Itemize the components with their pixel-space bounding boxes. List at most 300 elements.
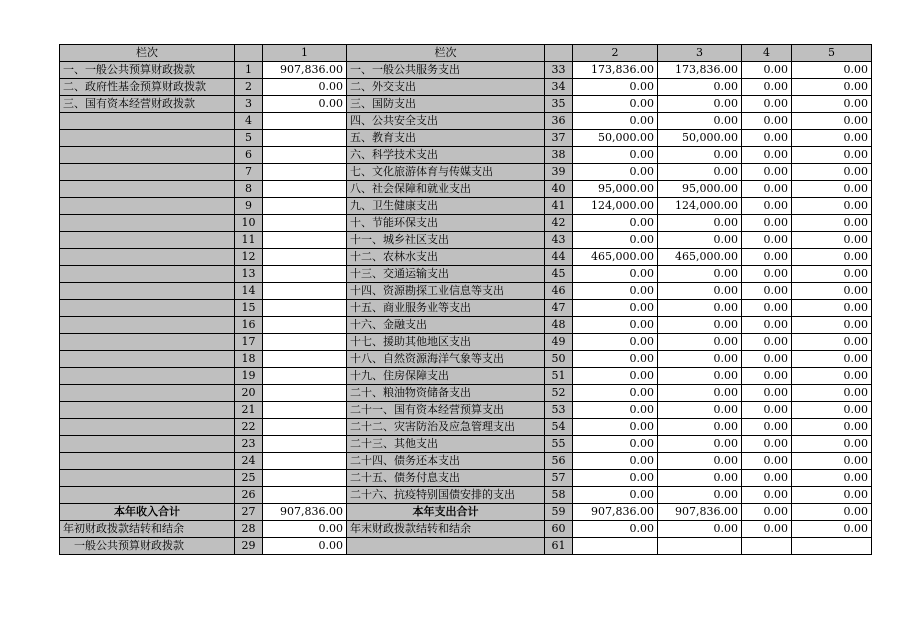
expense-state-capital-amount: 0.00: [792, 351, 872, 368]
income-amount: [263, 130, 347, 147]
table-row: [60, 368, 872, 385]
header-row: [60, 45, 872, 62]
table-row: [60, 470, 872, 487]
income-line-number: 13: [235, 266, 263, 283]
income-line-number: 21: [235, 402, 263, 419]
income-item-label: 三、国有资本经营财政拨款: [60, 96, 235, 113]
expense-item-label: 十九、住房保障支出: [347, 368, 545, 385]
expense-general-budget-amount: 0.00: [658, 385, 742, 402]
expense-item-label: 十一、城乡社区支出: [347, 232, 545, 249]
income-item-label: 二、政府性基金预算财政拨款: [60, 79, 235, 96]
expense-item-label: 七、文化旅游体育与传媒支出: [347, 164, 545, 181]
income-amount: [263, 198, 347, 215]
expense-total-amount: 0.00: [573, 232, 658, 249]
expense-line-number: 58: [545, 487, 573, 504]
expense-state-capital-amount: 0.00: [792, 113, 872, 130]
expense-item-label: 二、外交支出: [347, 79, 545, 96]
expense-total-amount: 0.00: [573, 164, 658, 181]
expense-fund-budget-amount: 0.00: [742, 147, 792, 164]
expense-line-number: 50: [545, 351, 573, 368]
expense-total-amount: 0.00: [573, 266, 658, 283]
expense-fund-budget-amount: 0.00: [742, 283, 792, 300]
expense-item-label: 三、国防支出: [347, 96, 545, 113]
header-col-5: 5: [792, 45, 872, 62]
expense-fund-budget-amount: 0.00: [742, 385, 792, 402]
expense-state-capital-amount: 0.00: [792, 79, 872, 96]
table-row: [60, 351, 872, 368]
table-row: [60, 453, 872, 470]
table-row: [60, 113, 872, 130]
income-line-number: 25: [235, 470, 263, 487]
table-row: [60, 164, 872, 181]
income-line-number: 5: [235, 130, 263, 147]
expense-fund-budget-amount: 0.00: [742, 96, 792, 113]
income-item-label: [60, 368, 235, 385]
income-item-label: [60, 249, 235, 266]
expense-state-capital-amount: 0.00: [792, 521, 872, 538]
income-line-number: 3: [235, 96, 263, 113]
header-col-label-income: 栏次: [60, 45, 235, 62]
income-amount: [263, 436, 347, 453]
income-amount: [263, 266, 347, 283]
income-amount: 0.00: [263, 538, 347, 555]
expense-fund-budget-amount: 0.00: [742, 215, 792, 232]
income-line-number: 28: [235, 521, 263, 538]
expense-line-number: 46: [545, 283, 573, 300]
expense-state-capital-amount: [792, 538, 872, 555]
expense-total-amount: 0.00: [573, 79, 658, 96]
table-row: [60, 130, 872, 147]
income-amount: [263, 113, 347, 130]
expense-line-number: 55: [545, 436, 573, 453]
carryover-row: [60, 521, 872, 538]
expense-general-budget-amount: 0.00: [658, 521, 742, 538]
expense-item-label: 十五、商业服务业等支出: [347, 300, 545, 317]
expense-item-label: 十二、农林水支出: [347, 249, 545, 266]
expense-state-capital-amount: 0.00: [792, 266, 872, 283]
expense-general-budget-amount: 50,000.00: [658, 130, 742, 147]
expense-general-budget-amount: 465,000.00: [658, 249, 742, 266]
expense-general-budget-amount: [658, 538, 742, 555]
expense-general-budget-amount: 907,836.00: [658, 504, 742, 521]
expense-general-budget-amount: 173,836.00: [658, 62, 742, 79]
header-col-3: 3: [658, 45, 742, 62]
expense-fund-budget-amount: 0.00: [742, 164, 792, 181]
expense-fund-budget-amount: 0.00: [742, 113, 792, 130]
expense-line-number: 33: [545, 62, 573, 79]
expense-general-budget-amount: 0.00: [658, 232, 742, 249]
table-row: [60, 385, 872, 402]
expense-general-budget-amount: 0.00: [658, 453, 742, 470]
expense-general-budget-amount: 0.00: [658, 79, 742, 96]
expense-fund-budget-amount: 0.00: [742, 266, 792, 283]
expense-fund-budget-amount: 0.00: [742, 351, 792, 368]
expense-item-label: 十六、金融支出: [347, 317, 545, 334]
fiscal-appropriation-table: [59, 44, 872, 555]
income-item-label: [60, 487, 235, 504]
income-item-label: 年初财政拨款结转和结余: [60, 521, 235, 538]
income-line-number: 6: [235, 147, 263, 164]
income-line-number: 17: [235, 334, 263, 351]
expense-fund-budget-amount: 0.00: [742, 232, 792, 249]
expense-state-capital-amount: 0.00: [792, 249, 872, 266]
expense-total-amount: 50,000.00: [573, 130, 658, 147]
table-row: [60, 487, 872, 504]
expense-state-capital-amount: 0.00: [792, 215, 872, 232]
income-item-label: [60, 351, 235, 368]
income-amount: [263, 385, 347, 402]
expense-general-budget-amount: 0.00: [658, 317, 742, 334]
income-item-label: 一、一般公共预算财政拨款: [60, 62, 235, 79]
expense-state-capital-amount: 0.00: [792, 198, 872, 215]
header-col-line-income: [235, 45, 263, 62]
income-amount: [263, 300, 347, 317]
income-item-label: [60, 300, 235, 317]
table-row: [60, 147, 872, 164]
table-row: [60, 181, 872, 198]
expense-line-number: 61: [545, 538, 573, 555]
expense-state-capital-amount: 0.00: [792, 96, 872, 113]
expense-general-budget-amount: 0.00: [658, 402, 742, 419]
income-line-number: 16: [235, 317, 263, 334]
income-amount: [263, 351, 347, 368]
income-amount: 907,836.00: [263, 62, 347, 79]
expense-total-amount: 907,836.00: [573, 504, 658, 521]
expense-line-number: 51: [545, 368, 573, 385]
expense-general-budget-amount: 0.00: [658, 487, 742, 504]
expense-item-label: 二十二、灾害防治及应急管理支出: [347, 419, 545, 436]
expense-general-budget-amount: 0.00: [658, 164, 742, 181]
table-row: [60, 266, 872, 283]
header-col-line-expense: [545, 45, 573, 62]
income-item-label: [60, 215, 235, 232]
expense-fund-budget-amount: 0.00: [742, 198, 792, 215]
expense-state-capital-amount: 0.00: [792, 470, 872, 487]
table-row: [60, 300, 872, 317]
table-row: [60, 232, 872, 249]
expense-total-amount: 0.00: [573, 113, 658, 130]
expense-total-amount: 0.00: [573, 96, 658, 113]
expense-total-amount: 95,000.00: [573, 181, 658, 198]
expense-fund-budget-amount: 0.00: [742, 419, 792, 436]
expense-total-amount: 0.00: [573, 334, 658, 351]
expense-general-budget-amount: 0.00: [658, 96, 742, 113]
income-item-label: [60, 334, 235, 351]
income-item-label: [60, 453, 235, 470]
table-row: [60, 79, 872, 96]
expense-item-label: 二十六、抗疫特别国债安排的支出: [347, 487, 545, 504]
header-col-2: 2: [573, 45, 658, 62]
income-amount: [263, 249, 347, 266]
expense-item-label: 二十一、国有资本经营预算支出: [347, 402, 545, 419]
table-row: [60, 317, 872, 334]
income-item-label: 本年收入合计: [60, 504, 235, 521]
income-amount: 0.00: [263, 96, 347, 113]
expense-line-number: 54: [545, 419, 573, 436]
expense-general-budget-amount: 0.00: [658, 368, 742, 385]
expense-item-label: 十七、援助其他地区支出: [347, 334, 545, 351]
expense-state-capital-amount: 0.00: [792, 283, 872, 300]
expense-fund-budget-amount: 0.00: [742, 130, 792, 147]
expense-line-number: 36: [545, 113, 573, 130]
expense-general-budget-amount: 0.00: [658, 113, 742, 130]
expense-general-budget-amount: 0.00: [658, 436, 742, 453]
expense-item-label: 八、社会保障和就业支出: [347, 181, 545, 198]
income-item-label: [60, 198, 235, 215]
expense-item-label: 九、卫生健康支出: [347, 198, 545, 215]
income-item-label: [60, 385, 235, 402]
income-amount: 907,836.00: [263, 504, 347, 521]
expense-state-capital-amount: 0.00: [792, 504, 872, 521]
header-col-label-expense: 栏次: [347, 45, 545, 62]
expense-line-number: 35: [545, 96, 573, 113]
expense-line-number: 44: [545, 249, 573, 266]
income-item-label: [60, 147, 235, 164]
expense-item-label: [347, 538, 545, 555]
expense-fund-budget-amount: 0.00: [742, 79, 792, 96]
income-line-number: 2: [235, 79, 263, 96]
expense-general-budget-amount: 0.00: [658, 283, 742, 300]
expense-item-label: 一、一般公共服务支出: [347, 62, 545, 79]
expense-item-label: 十八、自然资源海洋气象等支出: [347, 351, 545, 368]
expense-line-number: 48: [545, 317, 573, 334]
expense-item-label: 二十三、其他支出: [347, 436, 545, 453]
table-row: [60, 283, 872, 300]
table-row: [60, 419, 872, 436]
income-item-label: [60, 317, 235, 334]
income-line-number: 20: [235, 385, 263, 402]
income-line-number: 4: [235, 113, 263, 130]
expense-item-label: 十三、交通运输支出: [347, 266, 545, 283]
income-line-number: 14: [235, 283, 263, 300]
income-item-label: [60, 266, 235, 283]
expense-general-budget-amount: 0.00: [658, 300, 742, 317]
expense-state-capital-amount: 0.00: [792, 300, 872, 317]
income-line-number: 1: [235, 62, 263, 79]
income-line-number: 23: [235, 436, 263, 453]
expense-line-number: 45: [545, 266, 573, 283]
income-amount: [263, 283, 347, 300]
income-amount: [263, 181, 347, 198]
income-amount: [263, 334, 347, 351]
expense-fund-budget-amount: [742, 538, 792, 555]
expense-item-label: 年末财政拨款结转和结余: [347, 521, 545, 538]
expense-line-number: 49: [545, 334, 573, 351]
expense-total-amount: 0.00: [573, 215, 658, 232]
expense-fund-budget-amount: 0.00: [742, 453, 792, 470]
table-row: [60, 62, 872, 79]
income-line-number: 10: [235, 215, 263, 232]
table-row: [60, 436, 872, 453]
table-row: [60, 215, 872, 232]
expense-total-amount: 0.00: [573, 385, 658, 402]
expense-state-capital-amount: 0.00: [792, 368, 872, 385]
expense-line-number: 59: [545, 504, 573, 521]
expense-line-number: 42: [545, 215, 573, 232]
expense-fund-budget-amount: 0.00: [742, 470, 792, 487]
expense-fund-budget-amount: 0.00: [742, 368, 792, 385]
expense-general-budget-amount: 0.00: [658, 266, 742, 283]
table-row: [60, 198, 872, 215]
income-line-number: 26: [235, 487, 263, 504]
income-line-number: 18: [235, 351, 263, 368]
expense-line-number: 34: [545, 79, 573, 96]
expense-item-label: 二十四、债务还本支出: [347, 453, 545, 470]
expense-general-budget-amount: 95,000.00: [658, 181, 742, 198]
carryover-sub-row: [60, 538, 872, 555]
income-amount: [263, 487, 347, 504]
expense-total-amount: 0.00: [573, 402, 658, 419]
expense-fund-budget-amount: 0.00: [742, 300, 792, 317]
expense-state-capital-amount: 0.00: [792, 317, 872, 334]
expense-item-label: 二十、粮油物资储备支出: [347, 385, 545, 402]
income-amount: [263, 453, 347, 470]
income-line-number: 9: [235, 198, 263, 215]
expense-line-number: 37: [545, 130, 573, 147]
expense-line-number: 43: [545, 232, 573, 249]
expense-state-capital-amount: 0.00: [792, 419, 872, 436]
expense-total-amount: 0.00: [573, 453, 658, 470]
income-line-number: 19: [235, 368, 263, 385]
expense-fund-budget-amount: 0.00: [742, 504, 792, 521]
table-row: [60, 249, 872, 266]
expense-fund-budget-amount: 0.00: [742, 62, 792, 79]
income-line-number: 8: [235, 181, 263, 198]
expense-line-number: 39: [545, 164, 573, 181]
expense-line-number: 60: [545, 521, 573, 538]
expense-state-capital-amount: 0.00: [792, 385, 872, 402]
income-amount: [263, 164, 347, 181]
table-row: [60, 334, 872, 351]
expense-total-amount: 0.00: [573, 317, 658, 334]
income-line-number: 12: [235, 249, 263, 266]
expense-general-budget-amount: 0.00: [658, 215, 742, 232]
expense-total-amount: 0.00: [573, 147, 658, 164]
income-amount: [263, 470, 347, 487]
expense-general-budget-amount: 0.00: [658, 351, 742, 368]
expense-general-budget-amount: 0.00: [658, 470, 742, 487]
table-row: [60, 402, 872, 419]
expense-line-number: 38: [545, 147, 573, 164]
expense-line-number: 53: [545, 402, 573, 419]
expense-item-label: 本年支出合计: [347, 504, 545, 521]
expense-state-capital-amount: 0.00: [792, 147, 872, 164]
expense-item-label: 二十五、债务付息支出: [347, 470, 545, 487]
expense-state-capital-amount: 0.00: [792, 62, 872, 79]
income-item-label: [60, 164, 235, 181]
income-amount: 0.00: [263, 521, 347, 538]
expense-fund-budget-amount: 0.00: [742, 181, 792, 198]
income-item-label: [60, 419, 235, 436]
expense-item-label: 十、节能环保支出: [347, 215, 545, 232]
expense-general-budget-amount: 0.00: [658, 334, 742, 351]
expense-state-capital-amount: 0.00: [792, 334, 872, 351]
expense-line-number: 41: [545, 198, 573, 215]
expense-fund-budget-amount: 0.00: [742, 317, 792, 334]
expense-total-amount: 465,000.00: [573, 249, 658, 266]
expense-fund-budget-amount: 0.00: [742, 402, 792, 419]
expense-total-amount: 0.00: [573, 283, 658, 300]
expense-state-capital-amount: 0.00: [792, 130, 872, 147]
expense-total-amount: 0.00: [573, 436, 658, 453]
expense-item-label: 六、科学技术支出: [347, 147, 545, 164]
expense-state-capital-amount: 0.00: [792, 487, 872, 504]
expense-fund-budget-amount: 0.00: [742, 436, 792, 453]
totals-row: [60, 504, 872, 521]
income-item-label: [60, 232, 235, 249]
expense-state-capital-amount: 0.00: [792, 436, 872, 453]
income-amount: [263, 368, 347, 385]
expense-line-number: 56: [545, 453, 573, 470]
expense-total-amount: 0.00: [573, 300, 658, 317]
expense-fund-budget-amount: 0.00: [742, 249, 792, 266]
income-line-number: 27: [235, 504, 263, 521]
expense-general-budget-amount: 0.00: [658, 147, 742, 164]
expense-state-capital-amount: 0.00: [792, 402, 872, 419]
expense-line-number: 52: [545, 385, 573, 402]
income-line-number: 22: [235, 419, 263, 436]
expense-total-amount: 124,000.00: [573, 198, 658, 215]
expense-total-amount: 0.00: [573, 470, 658, 487]
expense-line-number: 47: [545, 300, 573, 317]
income-amount: [263, 402, 347, 419]
expense-general-budget-amount: 124,000.00: [658, 198, 742, 215]
income-amount: [263, 317, 347, 334]
header-col-4: 4: [742, 45, 792, 62]
expense-item-label: 五、教育支出: [347, 130, 545, 147]
income-item-label: [60, 470, 235, 487]
income-amount: [263, 215, 347, 232]
income-item-label: 一般公共预算财政拨款: [60, 538, 235, 555]
income-amount: 0.00: [263, 79, 347, 96]
income-item-label: [60, 436, 235, 453]
expense-fund-budget-amount: 0.00: [742, 334, 792, 351]
expense-item-label: 四、公共安全支出: [347, 113, 545, 130]
income-item-label: [60, 181, 235, 198]
income-item-label: [60, 130, 235, 147]
expense-general-budget-amount: 0.00: [658, 419, 742, 436]
expense-state-capital-amount: 0.00: [792, 453, 872, 470]
income-line-number: 29: [235, 538, 263, 555]
income-line-number: 15: [235, 300, 263, 317]
expense-total-amount: [573, 538, 658, 555]
income-amount: [263, 419, 347, 436]
income-item-label: [60, 283, 235, 300]
income-item-label: [60, 113, 235, 130]
expense-fund-budget-amount: 0.00: [742, 487, 792, 504]
income-amount: [263, 147, 347, 164]
income-line-number: 24: [235, 453, 263, 470]
expense-total-amount: 0.00: [573, 419, 658, 436]
expense-fund-budget-amount: 0.00: [742, 521, 792, 538]
expense-total-amount: 0.00: [573, 351, 658, 368]
expense-total-amount: 0.00: [573, 368, 658, 385]
income-amount: [263, 232, 347, 249]
expense-total-amount: 0.00: [573, 521, 658, 538]
header-col-1: 1: [263, 45, 347, 62]
income-item-label: [60, 402, 235, 419]
income-line-number: 7: [235, 164, 263, 181]
expense-item-label: 十四、资源勘探工业信息等支出: [347, 283, 545, 300]
expense-line-number: 40: [545, 181, 573, 198]
expense-state-capital-amount: 0.00: [792, 181, 872, 198]
table-row: [60, 96, 872, 113]
expense-line-number: 57: [545, 470, 573, 487]
expense-state-capital-amount: 0.00: [792, 232, 872, 249]
expense-state-capital-amount: 0.00: [792, 164, 872, 181]
income-line-number: 11: [235, 232, 263, 249]
expense-total-amount: 0.00: [573, 487, 658, 504]
